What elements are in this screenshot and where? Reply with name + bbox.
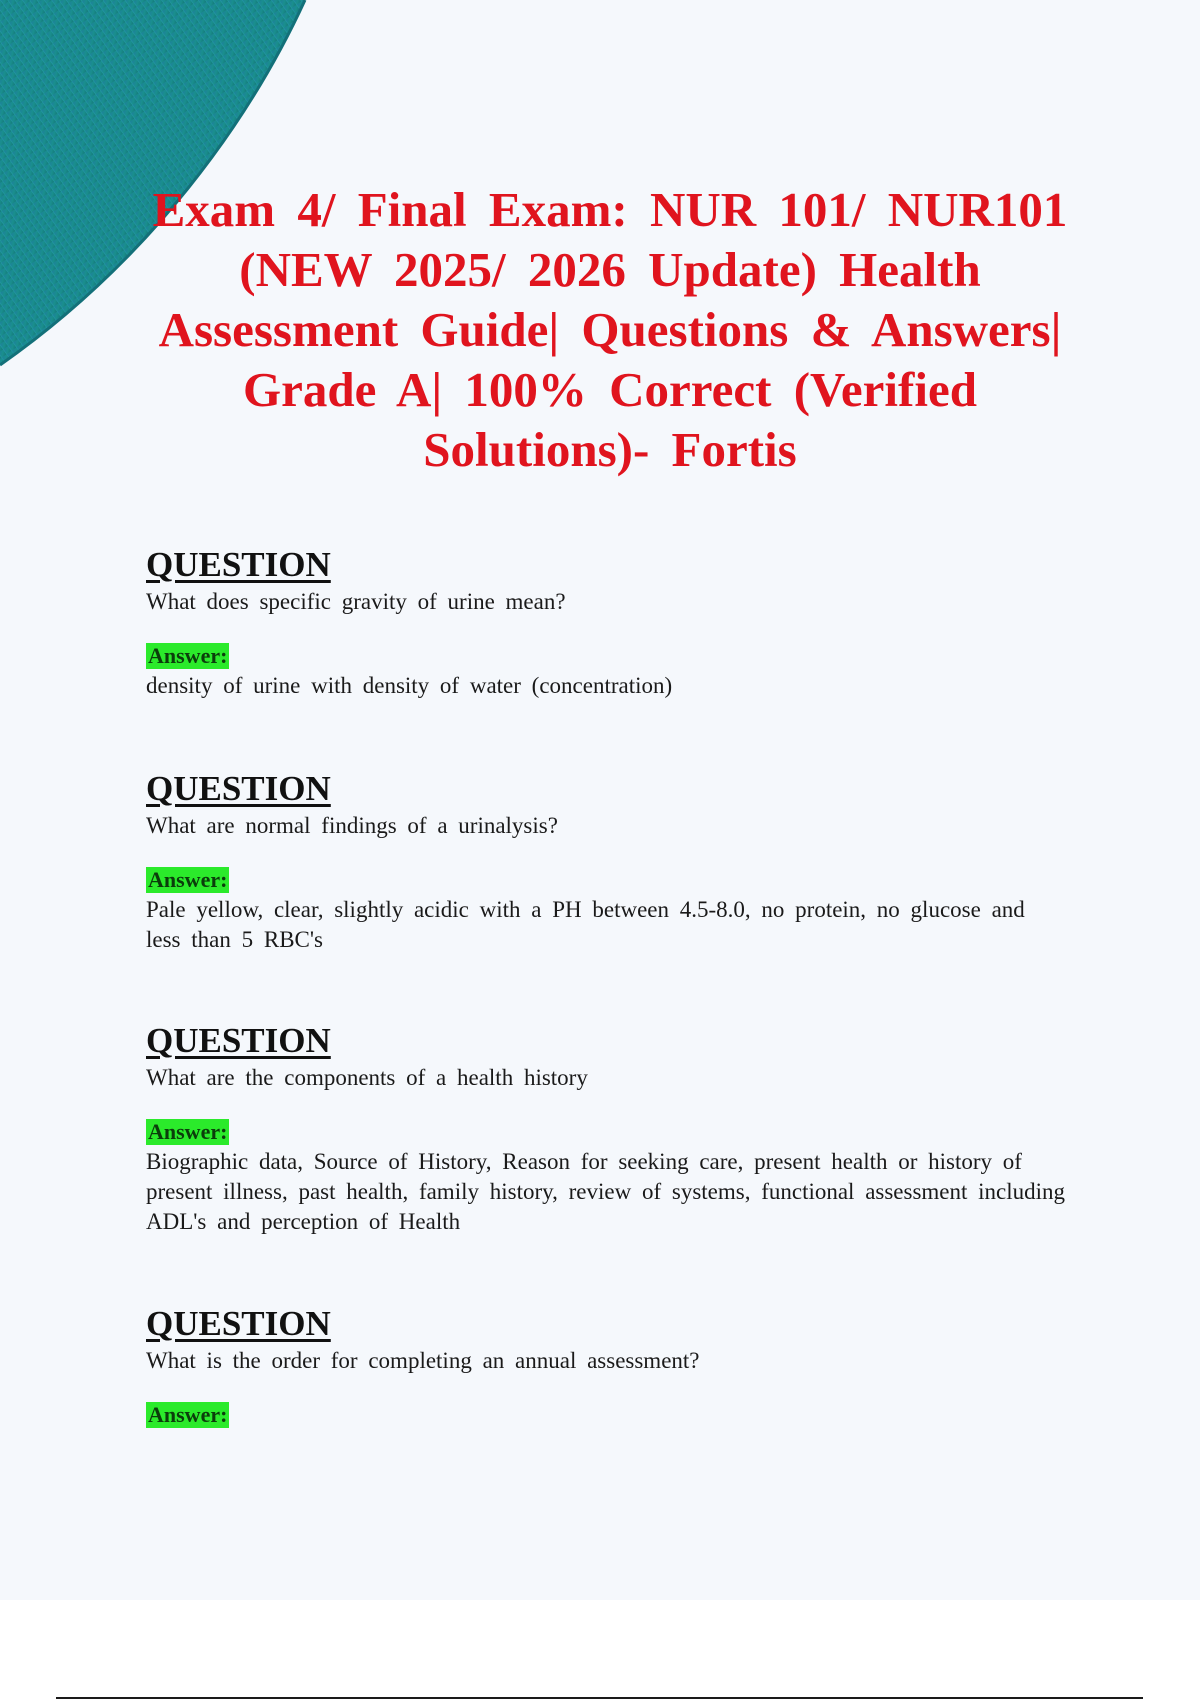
document-title: Exam 4/ Final Exam: NUR 101/ NUR101 (NEW 2025/ 2026 Update) Health Assessment Guide| Questions & Answers| Grade A| 100% Correct (Verified Solutions)- Fortis (152, 182, 1068, 477)
question-heading: QUESTION (146, 1021, 331, 1060)
question-text: What does specific gravity of urine mean? (146, 589, 566, 614)
answer-label: Answer: (148, 1119, 228, 1144)
answer-text: density of urine with density of water (concentration) (146, 673, 673, 698)
answer-label: Answer: (148, 1402, 228, 1427)
question-text: What are the components of a health history (146, 1065, 588, 1090)
qa-item (146, 1021, 1066, 1237)
answer-text: Pale yellow, clear, slightly acidic with a PH between 4.5-8.0, no protein, no glucose and less than 5 RBC's (146, 897, 1025, 952)
qa-item (146, 545, 1066, 701)
qa-item (146, 769, 1066, 955)
answer-label: Answer: (148, 867, 228, 892)
answer-label: Answer: (148, 643, 228, 668)
qa-item (146, 1304, 1066, 1430)
footer-divider (56, 1697, 1143, 1699)
question-heading: QUESTION (146, 1304, 331, 1343)
answer-text: Biographic data, Source of History, Reason for seeking care, present health or history of present illness, past health, family history, review of systems, functional assessment including ADL's and perception of Health (146, 1149, 1066, 1234)
question-heading: QUESTION (146, 545, 331, 584)
question-text: What is the order for completing an annual assessment? (146, 1348, 700, 1373)
question-text: What are normal findings of a urinalysis? (146, 813, 558, 838)
question-heading: QUESTION (146, 769, 331, 808)
